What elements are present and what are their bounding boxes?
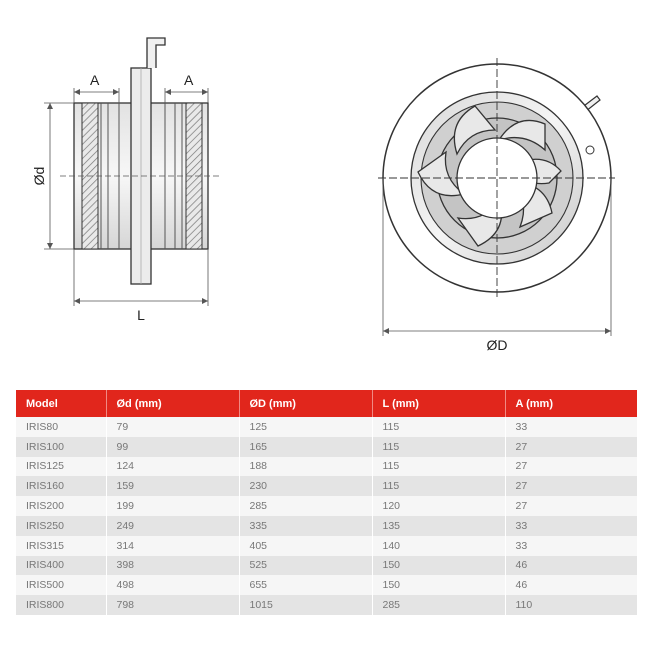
cell-large-diameter: 655: [239, 575, 372, 595]
table-row: [16, 536, 637, 556]
table-row: [16, 496, 637, 516]
cell-length: 135: [372, 516, 505, 536]
cell-large-diameter: 125: [239, 417, 372, 437]
cell-model: IRIS100: [16, 437, 106, 457]
cell-large-diameter: 285: [239, 496, 372, 516]
cell-a: 27: [505, 476, 637, 496]
cell-model: IRIS500: [16, 575, 106, 595]
front-view: [378, 58, 615, 353]
cell-large-diameter: 165: [239, 437, 372, 457]
cell-small-diameter: 99: [106, 437, 239, 457]
cell-large-diameter: 188: [239, 457, 372, 477]
table-row: [16, 595, 637, 615]
specification-table: [16, 390, 637, 615]
cell-a: 46: [505, 556, 637, 576]
cell-a: 110: [505, 595, 637, 615]
table-row: [16, 516, 637, 536]
cell-large-diameter: 230: [239, 476, 372, 496]
cell-model: IRIS125: [16, 457, 106, 477]
cell-a: 33: [505, 536, 637, 556]
table-row: [16, 476, 637, 496]
cell-length: 115: [372, 457, 505, 477]
cell-length: 285: [372, 595, 505, 615]
cell-length: 120: [372, 496, 505, 516]
column-header-small-diameter: Ød (mm): [106, 390, 239, 417]
cell-large-diameter: 405: [239, 536, 372, 556]
cell-length: 150: [372, 575, 505, 595]
cell-a: 27: [505, 496, 637, 516]
cell-small-diameter: 79: [106, 417, 239, 437]
cell-large-diameter: 335: [239, 516, 372, 536]
cell-small-diameter: 798: [106, 595, 239, 615]
cell-a: 33: [505, 417, 637, 437]
cell-small-diameter: 159: [106, 476, 239, 496]
cell-model: IRIS160: [16, 476, 106, 496]
cell-small-diameter: 249: [106, 516, 239, 536]
table-row: [16, 437, 637, 457]
cell-length: 115: [372, 437, 505, 457]
dim-a-right-label: A: [184, 72, 194, 88]
side-view: [31, 38, 222, 323]
cell-model: IRIS315: [16, 536, 106, 556]
cell-model: IRIS80: [16, 417, 106, 437]
cell-model: IRIS200: [16, 496, 106, 516]
cell-length: 140: [372, 536, 505, 556]
cell-large-diameter: 1015: [239, 595, 372, 615]
table-row: [16, 457, 637, 477]
cell-a: 27: [505, 437, 637, 457]
column-header-model: Model: [16, 390, 106, 417]
cell-large-diameter: 525: [239, 556, 372, 576]
cell-a: 33: [505, 516, 637, 536]
cell-a: 46: [505, 575, 637, 595]
cell-small-diameter: 314: [106, 536, 239, 556]
cell-small-diameter: 124: [106, 457, 239, 477]
table-row: [16, 575, 637, 595]
cell-length: 115: [372, 417, 505, 437]
cell-length: 115: [372, 476, 505, 496]
column-header-a: A (mm): [505, 390, 637, 417]
cell-small-diameter: 199: [106, 496, 239, 516]
dim-length-label: L: [137, 307, 145, 323]
table-row: [16, 556, 637, 576]
cell-model: IRIS250: [16, 516, 106, 536]
table-header-row: [16, 390, 637, 417]
dim-small-diameter-label: Ød: [31, 166, 47, 186]
dim-a-left-label: A: [90, 72, 100, 88]
column-header-length: L (mm): [372, 390, 505, 417]
cell-length: 150: [372, 556, 505, 576]
cell-model: IRIS800: [16, 595, 106, 615]
table-row: [16, 417, 637, 437]
dim-large-diameter-label: ØD: [486, 337, 508, 353]
cell-a: 27: [505, 457, 637, 477]
cell-small-diameter: 498: [106, 575, 239, 595]
column-header-large-diameter: ØD (mm): [239, 390, 372, 417]
cell-model: IRIS400: [16, 556, 106, 576]
cell-small-diameter: 398: [106, 556, 239, 576]
